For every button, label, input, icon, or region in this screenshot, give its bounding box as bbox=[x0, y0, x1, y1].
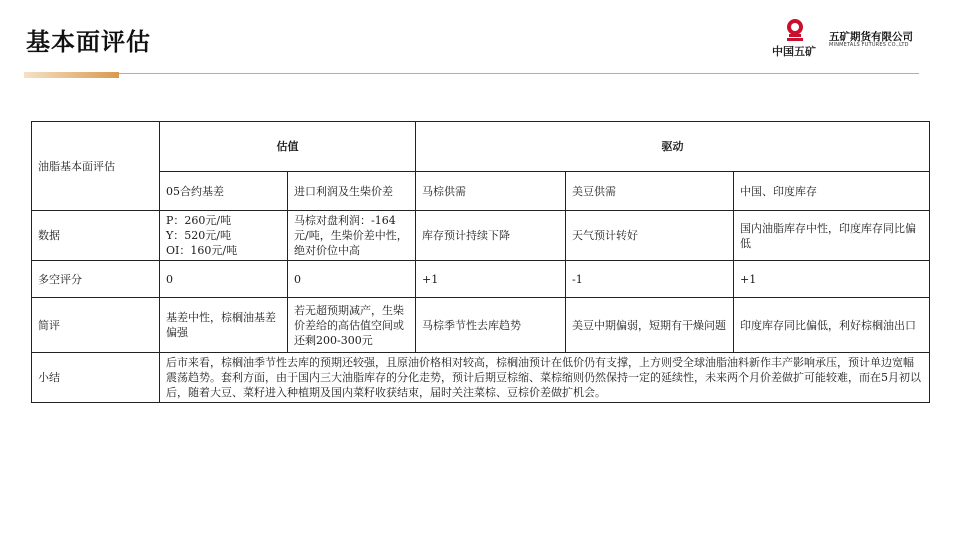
summary-row bbox=[32, 353, 930, 403]
table-row bbox=[32, 298, 930, 353]
table-row bbox=[32, 211, 930, 261]
table-cell: 马棕对盘利润：-164元/吨，生柴价差中性，绝对价位中高 bbox=[288, 211, 416, 261]
table-cell: +1 bbox=[734, 261, 930, 298]
table-cell: 马棕季节性去库趋势 bbox=[416, 298, 566, 353]
column-header: 进口利润及生柴价差 bbox=[288, 172, 416, 211]
title-divider bbox=[119, 73, 919, 74]
column-header: 05合约基差 bbox=[160, 172, 288, 211]
row-label: 简评 bbox=[32, 298, 160, 353]
minmetals-logo-icon bbox=[784, 18, 806, 42]
table-cell: 基差中性，棕榈油基差偏强 bbox=[160, 298, 288, 353]
table-cell: 0 bbox=[288, 261, 416, 298]
logo-text: 中国五矿 bbox=[772, 45, 816, 58]
table-cell: 0 bbox=[160, 261, 288, 298]
table-cell: 若无超预期减产，生柴价差给的高估值空间或还剩200-300元 bbox=[288, 298, 416, 353]
table-cell: 库存预计持续下降 bbox=[416, 211, 566, 261]
group-header-valuation: 估值 bbox=[160, 122, 416, 172]
company-name-en: MINMETALS FUTURES CO.,LTD bbox=[829, 42, 909, 48]
table-cell: 印度库存同比偏低，利好棕榈油出口 bbox=[734, 298, 930, 353]
row-label: 数据 bbox=[32, 211, 160, 261]
table-corner-label: 油脂基本面评估 bbox=[32, 122, 160, 211]
table-header-row bbox=[32, 122, 930, 172]
table-cell: -1 bbox=[566, 261, 734, 298]
fundamentals-table bbox=[31, 121, 930, 403]
column-header: 美豆供需 bbox=[566, 172, 734, 211]
row-label: 多空评分 bbox=[32, 261, 160, 298]
table-cell: 国内油脂库存中性，印度库存同比偏低 bbox=[734, 211, 930, 261]
page-title: 基本面评估 bbox=[26, 28, 151, 56]
row-label: 小结 bbox=[32, 353, 160, 403]
summary-text: 后市来看，棕榈油季节性去库的预期还较强，且原油价格相对较高，棕榈油预计在低价仍有支撑，上方则受全球油脂油料新作丰产影响承压，预计单边宽幅震荡趋势。套利方面，由于国内三大油脂库存的分化走势，预计后期豆棕缩、菜棕缩则仍然保持一定的延续性，未来两个月价差做扩可能较难，而在5月初以后，随着大豆、菜籽进入种植期及国内菜籽收获结束，届时关注菜棕、豆棕价差做扩机会。 bbox=[160, 353, 930, 403]
column-header: 中国、印度库存 bbox=[734, 172, 930, 211]
table-subheader-row bbox=[32, 172, 930, 211]
table-cell: 天气预计转好 bbox=[566, 211, 734, 261]
table-row bbox=[32, 261, 930, 298]
table-cell: 美豆中期偏弱，短期有干燥问题 bbox=[566, 298, 734, 353]
table-cell: P：260元/吨 Y：520元/吨 OI：160元/吨 bbox=[160, 211, 288, 261]
column-header: 马棕供需 bbox=[416, 172, 566, 211]
group-header-driver: 驱动 bbox=[416, 122, 930, 172]
table-cell: +1 bbox=[416, 261, 566, 298]
company-name-cn: 五矿期货有限公司 bbox=[829, 31, 913, 43]
title-accent-bar bbox=[24, 72, 119, 78]
